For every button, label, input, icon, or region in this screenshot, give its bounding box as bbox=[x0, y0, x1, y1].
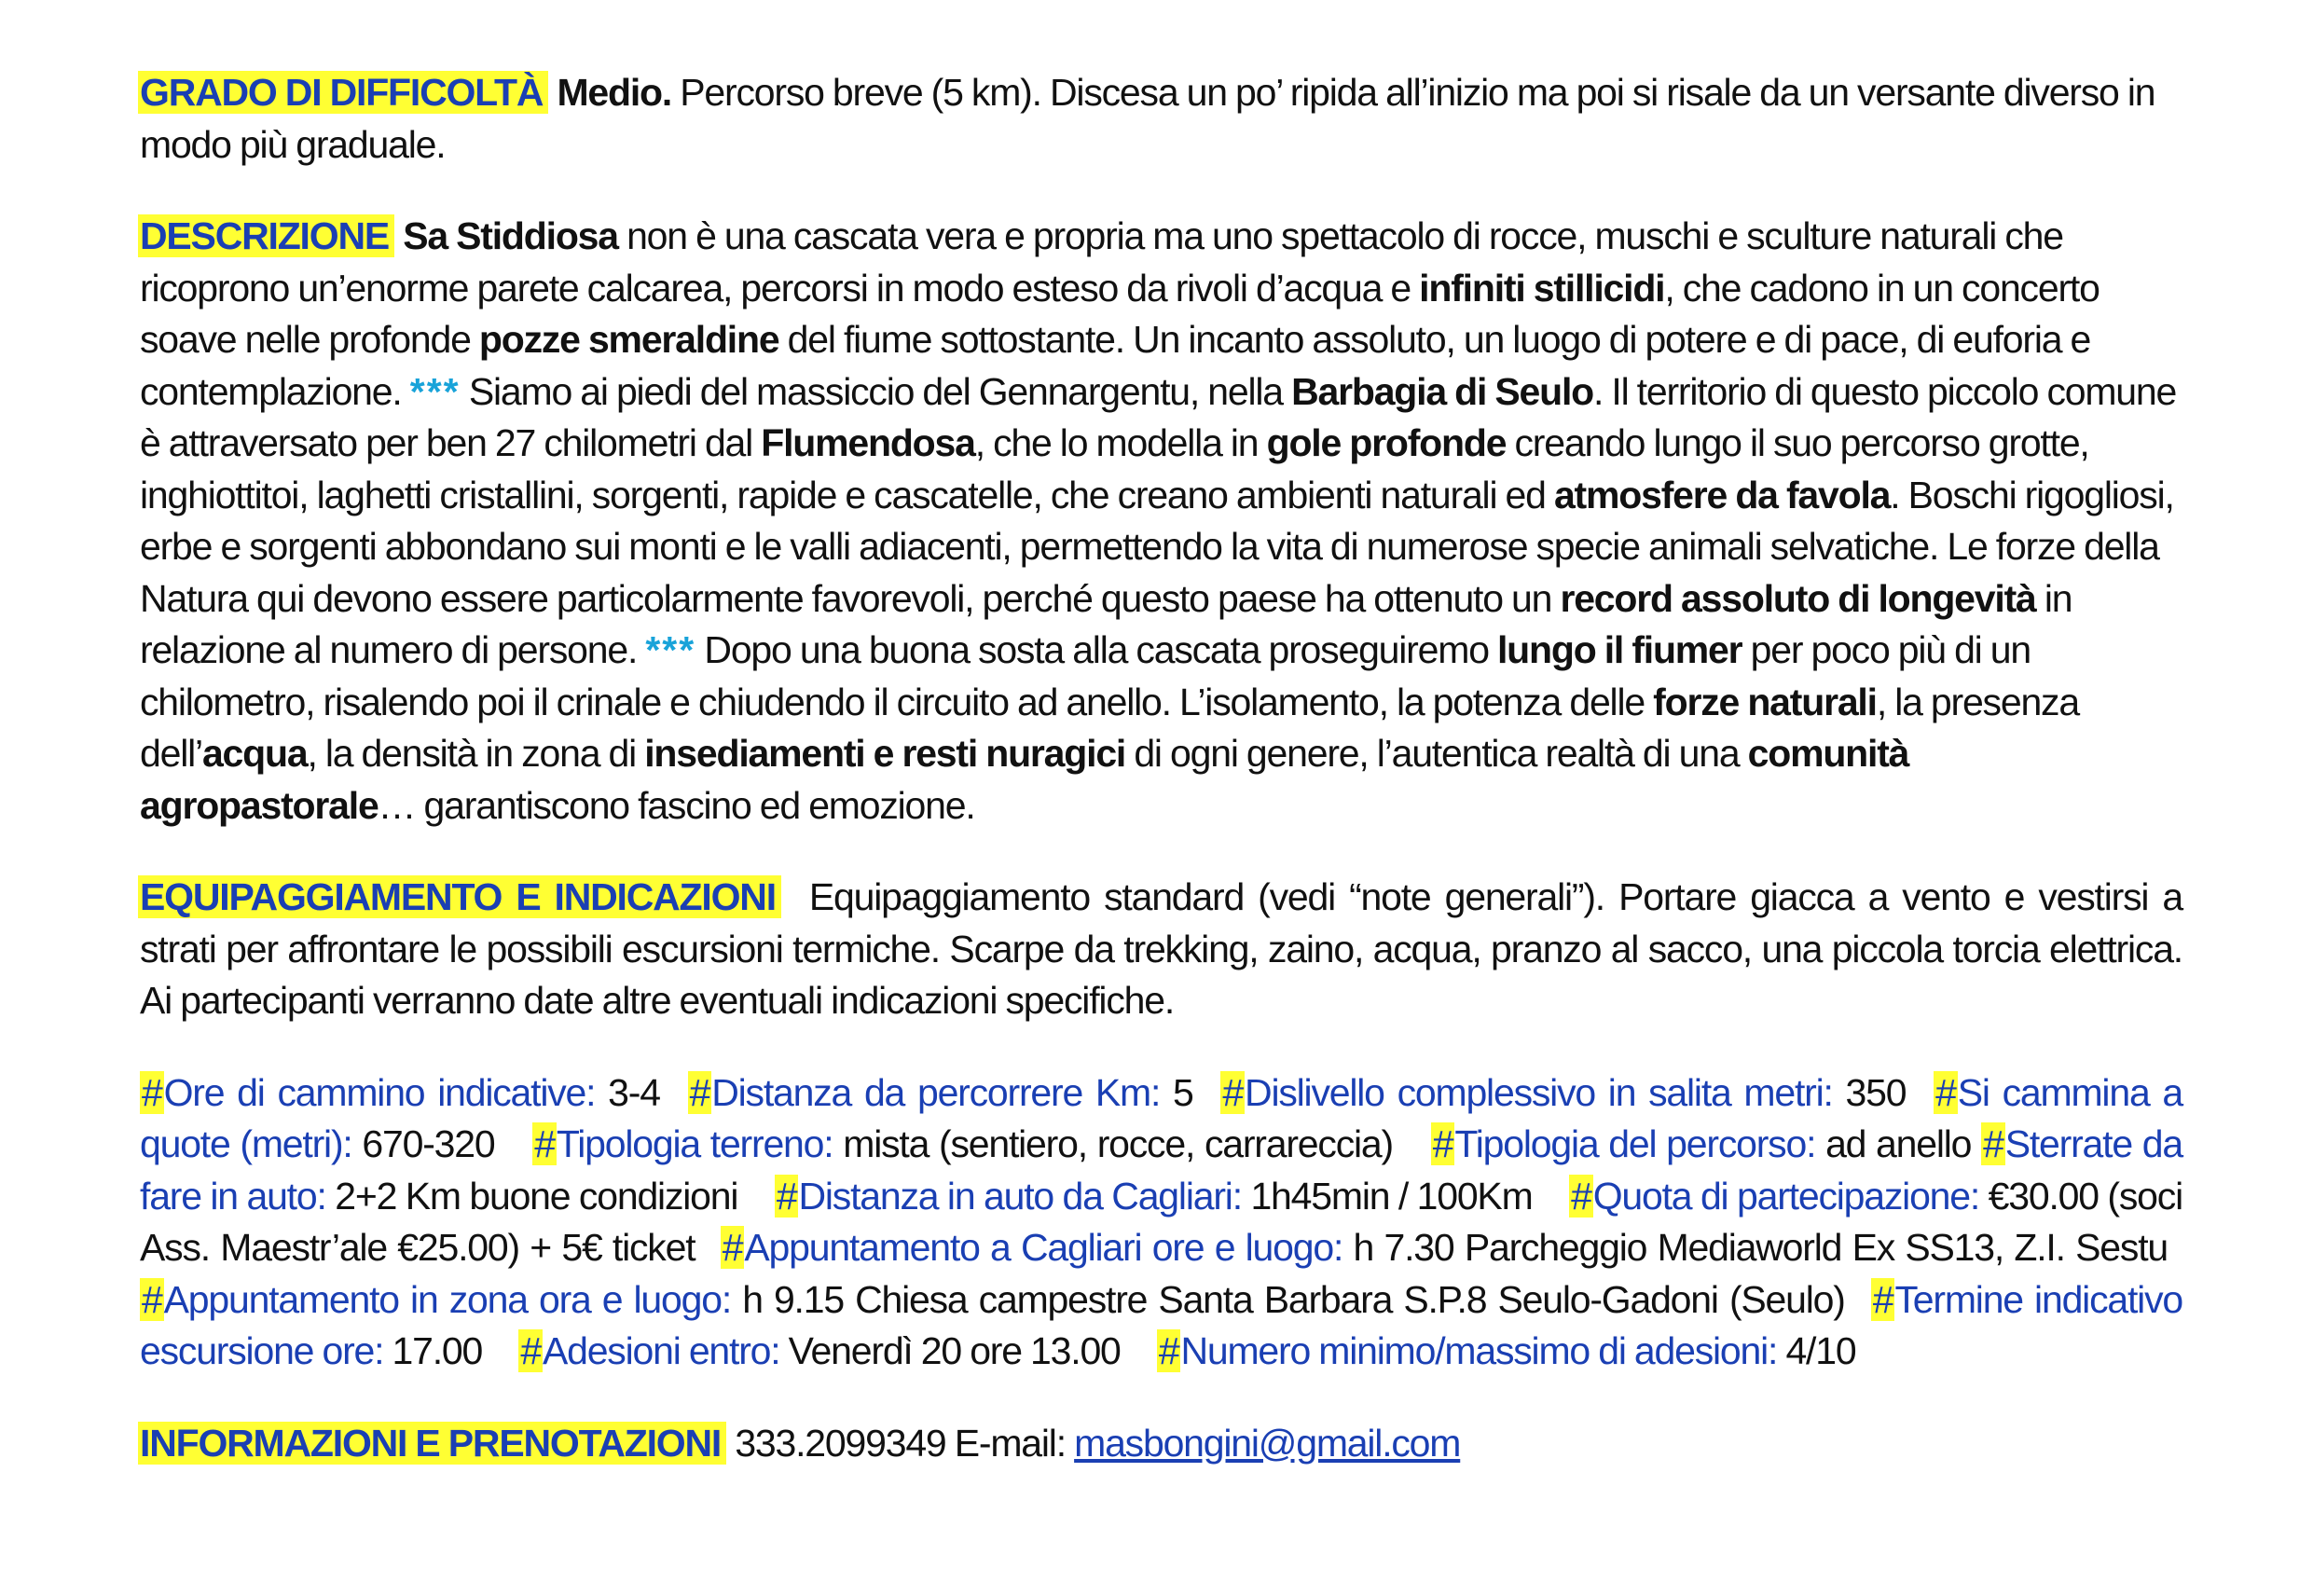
description-bold: comunità agropastorale bbox=[140, 732, 1909, 827]
detail-value: Venerdì 20 ore 13.00 bbox=[788, 1329, 1121, 1372]
detail-value: 350 bbox=[1845, 1070, 1907, 1114]
hash-marker: # bbox=[1935, 1070, 1956, 1114]
detail-label: Sterrate da fare in auto: bbox=[140, 1122, 2182, 1218]
hash-marker: # bbox=[722, 1226, 743, 1269]
detail-label: Numero minimo/massimo di adesioni: bbox=[1180, 1329, 1778, 1372]
description-bold: lungo il fiumer bbox=[1496, 628, 1742, 671]
email-label: E-mail: bbox=[954, 1421, 1066, 1465]
hash-marker: # bbox=[1872, 1277, 1893, 1321]
detail-label: Tipologia terreno: bbox=[556, 1122, 833, 1165]
hash-marker: # bbox=[142, 1070, 162, 1114]
detail-value: ad anello bbox=[1825, 1122, 1972, 1165]
contacts-section bbox=[140, 1418, 2182, 1470]
description-text: per poco più di un chilometro, risalendo poi il crinale e chiudendo il circuito ad anello. L’isolamento, la potenza delle bbox=[140, 628, 2031, 723]
detail-value: h 9.15 Chiesa campestre Santa Barbara S.P.8 Seulo-Gadoni (Seulo) bbox=[742, 1277, 1845, 1321]
description-bold: Flumendosa bbox=[761, 421, 975, 464]
detail-item bbox=[518, 1329, 1120, 1372]
description-text: di ogni genere, l’autentica realtà di una bbox=[1125, 732, 1748, 775]
detail-label: Distanza in auto da Cagliari: bbox=[798, 1174, 1242, 1218]
description-bold: atmosfere da favola bbox=[1553, 473, 1891, 516]
detail-value: 17.00 bbox=[392, 1329, 483, 1372]
detail-item bbox=[140, 1278, 1845, 1321]
description-bold: insediamenti e resti nuragici bbox=[644, 732, 1126, 775]
detail-label: Adesioni entro: bbox=[542, 1329, 780, 1372]
description-text: , la presenza dell’ bbox=[140, 680, 2079, 775]
equipment-section bbox=[140, 872, 2182, 1027]
detail-value: €30.00 (soci Ass. Maestr’ale €25.00) + 5€ ticket bbox=[140, 1174, 2182, 1269]
detail-item bbox=[688, 1071, 1193, 1114]
detail-item bbox=[1220, 1071, 1906, 1114]
equipment-text: Equipaggiamento standard (vedi “note generali”). Portare giacca a vento e vestirsi a strati per affrontare le possibili escursioni termiche. Scarpe da trekking, zaino, acqua, pranzo al sacco, una piccola torcia elettrica. Ai partecipanti verranno date altre eventuali indicazioni specifiche. bbox=[140, 875, 2182, 1022]
description-text: del fiume sottostante. Un incanto assoluto, un luogo di potere e di pace, di euforia e contemplazione. bbox=[140, 318, 2091, 413]
equipment-heading: EQUIPAGGIAMENTO E INDICAZIONI bbox=[138, 875, 781, 918]
description-text: in relazione al numero di persone. bbox=[140, 576, 2072, 671]
place-name: Sa Stiddiosa bbox=[403, 214, 618, 257]
hash-marker: # bbox=[1432, 1122, 1453, 1165]
detail-item bbox=[140, 1071, 660, 1114]
hash-marker: # bbox=[1571, 1174, 1591, 1218]
detail-item bbox=[1157, 1329, 1856, 1372]
difficulty-section bbox=[140, 67, 2182, 171]
description-text: … garantiscono fascino ed emozione. bbox=[378, 783, 975, 827]
detail-value: 670-320 bbox=[362, 1122, 495, 1165]
details-section bbox=[140, 1067, 2182, 1378]
description-bold: Barbagia di Seulo bbox=[1291, 369, 1593, 413]
hash-marker: # bbox=[142, 1277, 162, 1321]
description-text: creando lungo il suo percorso grotte, inghiottitoi, laghetti cristallini, sorgenti, rapide e cascatelle, che creano ambienti naturali ed bbox=[140, 421, 2089, 516]
detail-item bbox=[1431, 1122, 1972, 1165]
detail-label: Si cammina a quote (metri): bbox=[140, 1070, 2182, 1165]
detail-value: 2+2 Km buone condizioni bbox=[335, 1174, 738, 1218]
hash-marker: # bbox=[1222, 1070, 1244, 1114]
description-text: Siamo ai piedi del massiccio del Gennargentu, nella bbox=[460, 369, 1292, 413]
detail-value: h 7.30 Parcheggio Mediaworld Ex SS13, Z.I. Sestu bbox=[1353, 1226, 2168, 1269]
detail-value: 1h45min / 100Km bbox=[1250, 1174, 1533, 1218]
description-heading: DESCRIZIONE bbox=[138, 214, 394, 257]
description-bold: forze naturali bbox=[1653, 680, 1877, 723]
description-text: Dopo una buona sosta alla cascata proseguiremo bbox=[695, 628, 1497, 671]
hash-marker: # bbox=[1983, 1122, 2003, 1165]
separator-stars: *** bbox=[409, 369, 461, 413]
hash-marker: # bbox=[1158, 1329, 1179, 1372]
difficulty-heading: GRADO DI DIFFICOLTÀ bbox=[138, 71, 548, 114]
description-bold: pozze smeraldine bbox=[478, 318, 779, 361]
description-text: . Il territorio di questo piccolo comune è attraversato per ben 27 chilometri dal bbox=[140, 369, 2177, 464]
description-text: . Boschi rigogliosi, erbe e sorgenti abbondano sui monti e le valli adiacenti, permettendo la vita di numerose specie animali selvatiche. Le forze della Natura qui devono essere particolarmente favorevoli, perché questo paese ha ottenuto un bbox=[140, 473, 2174, 620]
separator-stars: *** bbox=[645, 628, 696, 671]
detail-label: Appuntamento in zona ora e luogo: bbox=[163, 1277, 732, 1321]
detail-value: 3-4 bbox=[608, 1070, 660, 1114]
description-bold: acqua bbox=[201, 732, 308, 775]
description-bold: record assoluto di longevità bbox=[1560, 576, 2036, 620]
detail-item bbox=[532, 1122, 1393, 1165]
contacts-heading: INFORMAZIONI E PRENOTAZIONI bbox=[138, 1422, 726, 1465]
description-text: , che lo modella in bbox=[974, 421, 1267, 464]
detail-label: Distanza da percorrere Km: bbox=[711, 1070, 1161, 1114]
description-text: , la densità in zona di bbox=[307, 732, 645, 775]
detail-item bbox=[721, 1226, 2168, 1269]
phone-number: 333.2099349 bbox=[735, 1421, 946, 1465]
detail-label: Dislivello complessivo in salita metri: bbox=[1245, 1070, 1833, 1114]
detail-value: mista (sentiero, rocce, carrareccia) bbox=[843, 1122, 1393, 1165]
email-link[interactable]: masbongini@gmail.com bbox=[1074, 1421, 1461, 1465]
detail-label: Quota di partecipazione: bbox=[1592, 1174, 1980, 1218]
detail-label: Termine indicativo escursione ore: bbox=[140, 1277, 2182, 1372]
description-bold: gole profonde bbox=[1266, 421, 1507, 464]
hash-marker: # bbox=[520, 1329, 541, 1372]
description-bold: infiniti stillicidi bbox=[1419, 266, 1665, 310]
detail-item bbox=[775, 1175, 1533, 1218]
description-text: non è una cascata vera e propria ma uno spettacolo di rocce, muschi e sculture naturali che ricoprono un’enorme parete calcarea, percorsi in modo esteso da rivoli d’acqua e bbox=[140, 214, 2063, 310]
detail-value: 4/10 bbox=[1785, 1329, 1856, 1372]
detail-label: Tipologia del percorso: bbox=[1454, 1122, 1816, 1165]
hash-marker: # bbox=[689, 1070, 710, 1114]
detail-value: 5 bbox=[1173, 1070, 1193, 1114]
hash-marker: # bbox=[776, 1174, 797, 1218]
difficulty-text: Percorso breve (5 km). Discesa un po’ ripida all’inizio ma poi si risale da un versante diverso in modo più graduale. bbox=[140, 71, 2155, 166]
difficulty-level: Medio. bbox=[557, 71, 672, 114]
hash-marker: # bbox=[534, 1122, 555, 1165]
detail-label: Appuntamento a Cagliari ore e luogo: bbox=[744, 1226, 1343, 1269]
detail-label: Ore di cammino indicative: bbox=[163, 1070, 596, 1114]
description-section bbox=[140, 211, 2182, 832]
description-text: , che cadono in un concerto soave nelle profonde bbox=[140, 266, 2100, 361]
